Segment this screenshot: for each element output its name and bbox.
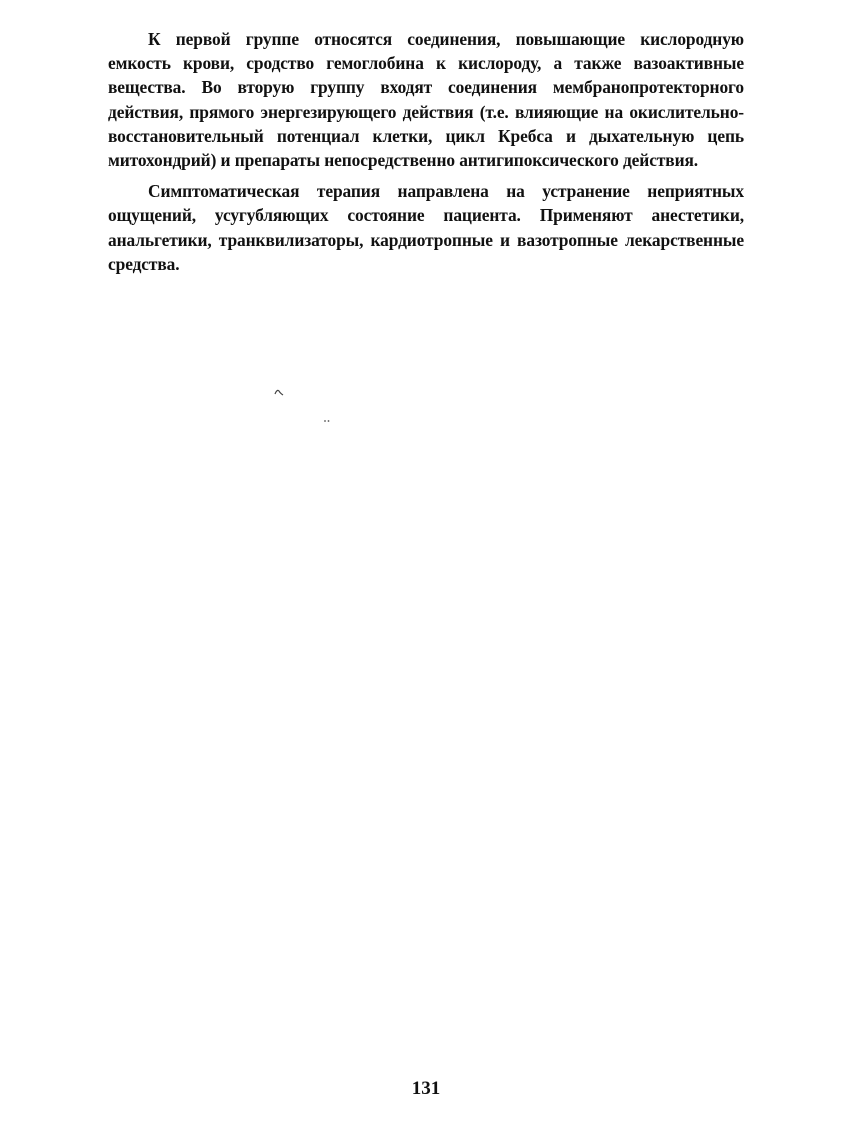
paragraph-1 [108,27,744,172]
term-symptomatic-therapy: Симптоматическая терапия [148,181,381,202]
paragraph-2-line-3: анальгетики, транквилизаторы, кардиотропные и вазотропные лекарственные [108,229,744,250]
paragraph-2-line-1 [108,179,744,203]
paragraph-1-line-5: восстановительный потенциал клетки, цикл Кребса и дыхательную цепь [108,125,744,146]
page-number: 131 [411,1078,441,1099]
paragraph-1-line-3: вещества. Во вторую группу входят соединения мембранопротекторного [108,77,744,98]
scan-speck-mark [274,388,284,396]
paragraph-2-line-2: ощущений, усугубляющих состояние пациента. Применяют анестетики, [108,205,744,226]
paragraph-1-line-1: К первой группе относятся соединения, повышающие кислородную [148,29,744,49]
paragraph-1-line-6: митохондрий) и препараты непосредственно антигипоксического действия. [108,150,699,171]
paragraph-1-line-2: емкость крови, сродство гемоглобина к кислороду, а также вазоактивные [108,53,744,74]
paragraph-2-line-4: средства. [108,253,180,274]
paragraph-1-line-4: действия, прямого энергезирующего действия (т.е. влияющие на окислительно- [108,101,744,122]
scan-speck-dots [323,419,331,423]
paragraph-2-line-1-rest: направлена на устранение неприятных [380,181,744,202]
body-text [108,27,744,276]
paragraph-2 [108,179,744,276]
